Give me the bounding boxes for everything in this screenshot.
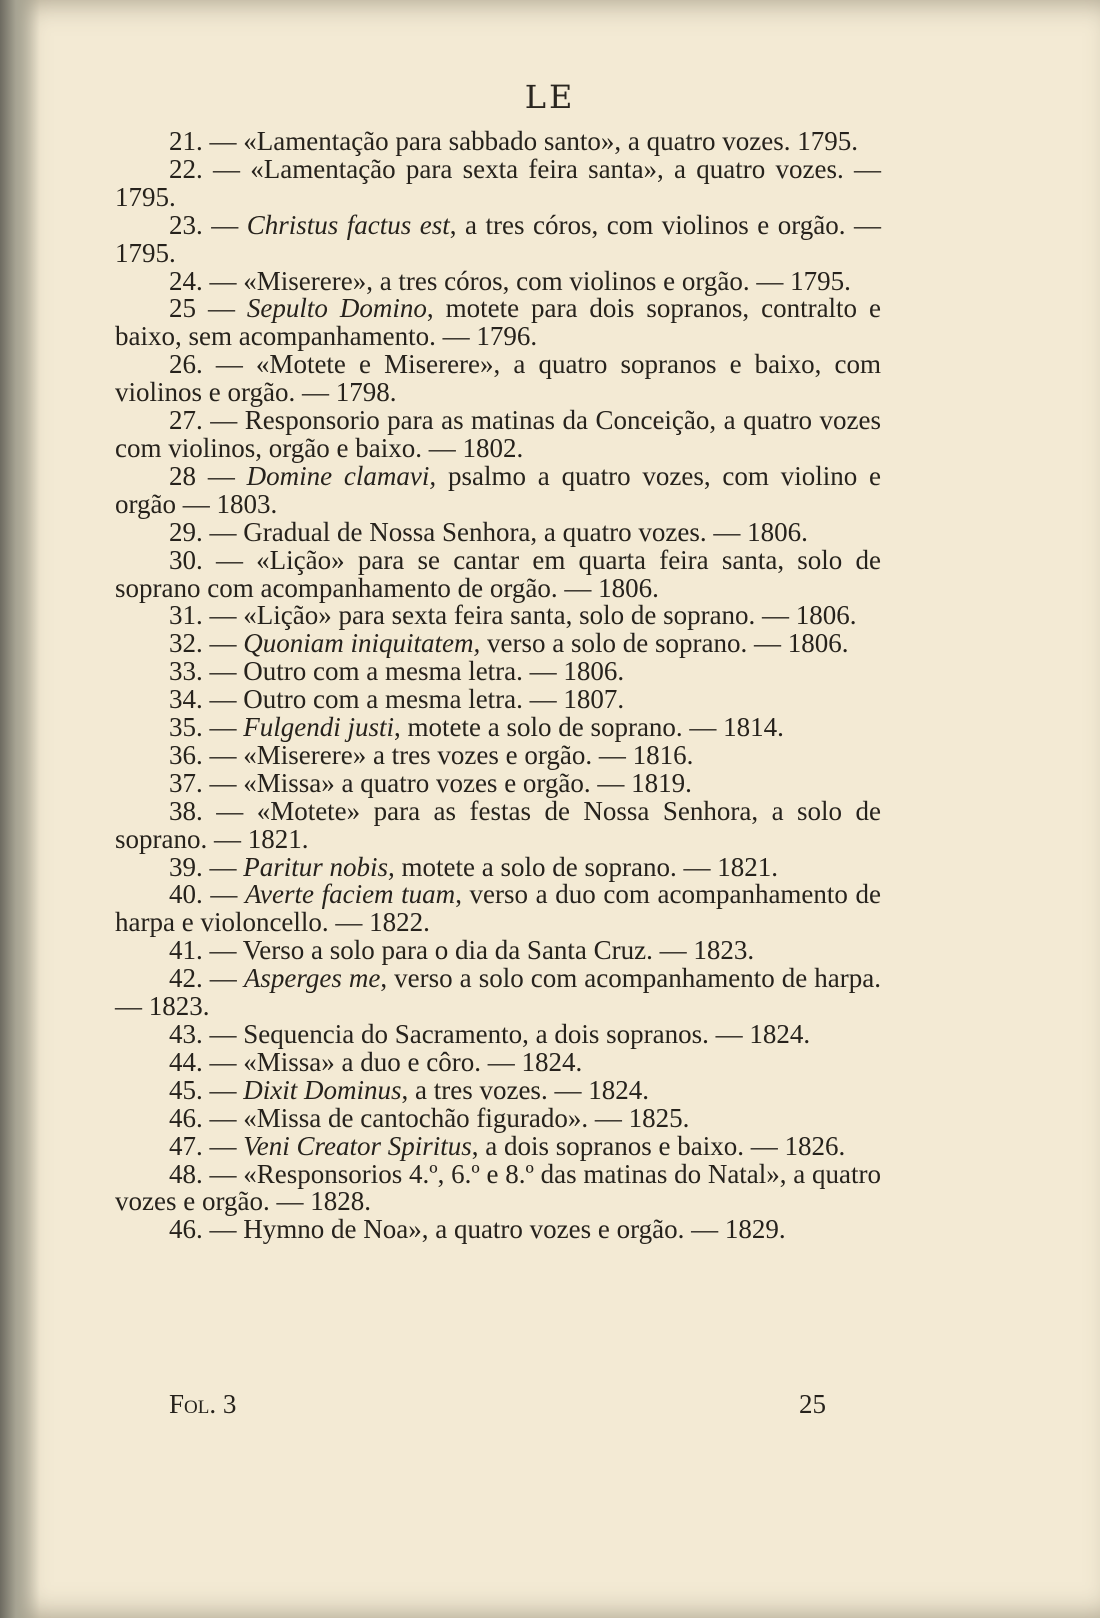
entry-text-after: psalmo a quatro vozes, com violino e orgão — 1803. — [115, 460, 882, 519]
entry-number: 30. — [169, 544, 203, 575]
entry-text: — Responsorio para as matinas da Conceição, a quatro vozes com violinos, orgão e baixo. — 1802. — [115, 405, 881, 463]
catalogue-entry — [115, 1158, 882, 1217]
catalogue-entry — [115, 153, 881, 212]
entry-number: 23. — [169, 209, 203, 240]
catalogue-entry — [115, 1021, 881, 1049]
entry-text: — — [196, 293, 247, 324]
entry-text-after: verso a solo de soprano. — 1806. — [480, 628, 849, 659]
catalogue-entry — [115, 1102, 881, 1133]
catalogue-entry — [115, 516, 881, 547]
entry-text: — «Motete e Miserere», a quatro sopranos e baixo, com violinos e orgão. — 1798. — [115, 349, 881, 408]
catalogue-entry — [115, 851, 881, 882]
catalogue-entry — [115, 795, 881, 854]
catalogue-entry — [115, 1046, 881, 1077]
entry-text: — — [202, 963, 244, 994]
catalogue-entry — [115, 1074, 881, 1105]
entry-text: — — [196, 460, 247, 491]
catalogue-entry — [115, 407, 881, 463]
entry-title-italic: Paritur nobis, — [243, 851, 395, 882]
entry-text-after: , a tres córos, com violinos e orgão. — 1795. — [115, 209, 881, 268]
entry-title-italic: Dixit Dominus — [243, 1074, 402, 1105]
entry-text: — «Miserere», a tres córos, com violinos e orgão. — 1795. — [202, 265, 851, 296]
entry-number: 43. — [169, 1019, 203, 1049]
catalogue-entry — [115, 602, 881, 630]
entry-text: — — [202, 879, 245, 910]
entry-number: 40. — [169, 879, 203, 910]
catalogue-entry — [115, 209, 881, 268]
page-number: 25 — [799, 1389, 826, 1419]
entry-title-italic: Domine clamavi, — [246, 460, 437, 491]
catalogue-entry — [115, 965, 881, 1021]
running-head: LE — [524, 78, 576, 116]
catalogue-entry — [115, 295, 881, 351]
entry-text-after: , a tres vozes. — 1824. — [401, 1074, 649, 1105]
catalogue-entry — [115, 686, 881, 714]
entry-number: 33. — [169, 656, 203, 687]
catalogue-entry — [115, 1216, 881, 1244]
entry-number: 36. — [169, 739, 203, 770]
entry-number: 28 — [169, 460, 196, 491]
entry-number: 22. — [169, 153, 203, 184]
entry-number: 42. — [169, 963, 203, 994]
entry-number: 32. — [169, 628, 203, 659]
entry-text: — — [202, 851, 244, 882]
entry-text: — Outro com a mesma letra. — 1806. — [202, 656, 625, 687]
catalogue-entry — [115, 767, 881, 798]
entry-number: 46. — [169, 1102, 203, 1133]
entry-text-after: , a dois sopranos e baixo. — 1826. — [471, 1130, 846, 1161]
catalogue-entry — [115, 1130, 881, 1161]
entry-number: 41. — [169, 935, 203, 966]
entry-text: — Outro com a mesma letra. — 1807. — [202, 684, 625, 715]
entry-text: — Verso a solo para o dia da Santa Cruz. — 1823. — [202, 935, 755, 966]
entry-number: 31. — [169, 600, 203, 631]
entry-text-after: , motete a solo de soprano. — 1814. — [394, 712, 784, 743]
entry-number: 48. — [169, 1158, 203, 1189]
entry-number: 34. — [169, 684, 203, 715]
entry-number: 46. — [169, 1214, 203, 1245]
catalogue-entry — [115, 544, 881, 603]
entry-number: 45. — [169, 1074, 203, 1105]
entry-title-italic: Sepulto Domino — [246, 293, 427, 324]
entry-text: — — [202, 1074, 244, 1105]
entry-text: — — [202, 1130, 244, 1161]
catalogue-entry — [115, 128, 881, 156]
entry-title-italic: Fulgendi justi — [243, 712, 394, 743]
entry-text: — «Lamentação para sexta feira santa», a quatro vozes. — 1795. — [115, 153, 881, 212]
entry-number: 39. — [169, 851, 203, 882]
entry-number: 47. — [169, 1130, 203, 1161]
entry-number: 37. — [169, 767, 203, 798]
entry-text: — Sequencia do Sacramento, a dois sopranos. — 1824. — [202, 1019, 811, 1049]
entry-number: 29. — [169, 516, 203, 547]
entry-text-after: motete a solo de soprano. — 1821. — [394, 851, 778, 882]
entry-text-after: , motete para dois sopranos, contralto e baixo, sem acompanhamento. — 1796. — [115, 293, 881, 352]
entry-number: 44. — [169, 1046, 203, 1077]
entry-number: 21. — [169, 126, 203, 156]
entry-text: — «Lamentação para sabbado santo», a quatro vozes. 1795. — [202, 126, 859, 156]
entry-text: — «Lição» para sexta feira santa, solo de soprano. — 1806. — [202, 600, 857, 631]
catalogue-entry — [115, 630, 881, 658]
entry-text: — «Missa de cantochão figurado». — 1825. — [202, 1102, 690, 1133]
entry-title-italic: Christus factus est — [246, 209, 450, 240]
entry-title-italic: Asperges me — [243, 963, 381, 994]
entry-title-italic: Veni Creator Spiritus — [243, 1130, 472, 1161]
entry-text: — — [202, 209, 247, 240]
entry-text: — «Missa» a quatro vozes e orgão. — 1819. — [202, 767, 692, 798]
entry-number: 35. — [169, 712, 203, 743]
catalogue-entry — [115, 739, 881, 770]
entry-text: — Gradual de Nossa Senhora, a quatro vozes. — 1806. — [202, 516, 808, 547]
entry-number: 24. — [169, 265, 203, 296]
entry-title-italic: Quoniam iniquitatem, — [243, 628, 481, 659]
entry-number: 26. — [169, 349, 203, 380]
catalogue-entry — [115, 658, 881, 686]
catalogue-entry — [115, 265, 881, 296]
entry-text-after: , verso a duo com acompanhamento de harpa e violoncello. — 1822. — [115, 879, 882, 938]
entry-number: 27. — [169, 405, 203, 436]
entry-text: — «Miserere» a tres vozes e orgão. — 1816. — [202, 739, 694, 770]
entry-number: 25 — [169, 293, 196, 324]
signature-mark: Fol. 3 — [169, 1389, 237, 1419]
entry-text: — «Lição» para se cantar em quarta feira santa, solo de soprano com acompanhamento de orgão. — 1806. — [115, 544, 881, 603]
entry-number: 38. — [169, 795, 203, 826]
entry-text: — «Responsorios 4.º, 6.º e 8.º das matinas do Natal», a quatro vozes e orgão. — 1828. — [115, 1158, 882, 1217]
catalogue-entry — [115, 937, 881, 965]
entry-title-italic: Averte faciem tuam — [245, 879, 456, 910]
catalogue-text — [115, 128, 881, 1244]
catalogue-entry — [115, 351, 881, 407]
entry-text: — «Missa» a duo e côro. — 1824. — [202, 1046, 583, 1077]
entry-text: — — [202, 628, 244, 659]
catalogue-entry — [115, 881, 881, 937]
catalogue-entry — [115, 714, 881, 742]
entry-text: — Hymno de Noa», a quatro vozes e orgão. — 1829. — [202, 1214, 786, 1245]
entry-text: — — [202, 712, 244, 743]
entry-text-after: , verso a solo com acompanhamento de harpa. — 1823. — [115, 963, 882, 1022]
entry-text: — «Motete» para as festas de Nossa Senhora, a solo de soprano. — 1821. — [115, 795, 881, 854]
catalogue-entry — [115, 460, 882, 519]
page-gutter-shadow — [0, 0, 40, 1618]
